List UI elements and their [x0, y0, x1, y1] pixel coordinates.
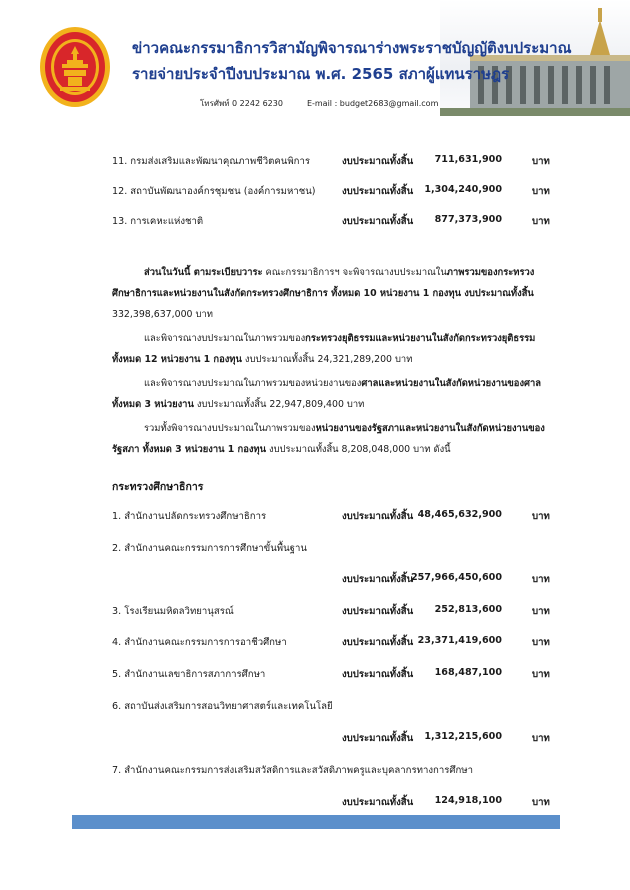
budget-amount: 711,631,900 — [434, 154, 502, 165]
budget-item-row — [0, 537, 630, 557]
item-name: 1. สำนักงานปลัดกระทรวงศึกษาธิการ — [112, 511, 267, 522]
phone-number: โทรศัพท์ 0 2242 6230 — [200, 99, 283, 108]
budget-item-row — [0, 695, 630, 715]
currency-unit: บาท — [532, 733, 550, 744]
budget-label: งบประมาณทั้งสิ้น — [342, 669, 414, 680]
budget-item-row — [0, 631, 630, 651]
agenda-paragraph-justice: และพิจารณางบประมาณในภาพรวมของกระทรวงยุติธรรมและหน่วยงานในสังกัดกระทรวงยุติธรรม ทั้งหมด 12 หน่วยงาน 1 กองทุน งบประมาณทั้งสิ้น 24,321,289,200 บาท — [112, 333, 536, 365]
footer-bar — [72, 815, 560, 829]
item-name: 12. สถาบันพัฒนาองค์กรชุมชน (องค์การมหาชน) — [112, 186, 316, 197]
budget-label: งบประมาณทั้งสิ้น — [342, 574, 414, 585]
currency-unit: บาท — [532, 797, 550, 808]
currency-unit: บาท — [532, 156, 550, 167]
currency-unit: บาท — [532, 637, 550, 648]
budget-amount: 257,966,450,600 — [410, 572, 502, 583]
agenda-lead: ส่วนในวันนี้ ตามระเบียบวาระ — [144, 267, 263, 278]
agenda-paragraph-education: ส่วนในวันนี้ ตามระเบียบวาระ คณะกรรมาธิการฯ จะพิจารณางบประมาณในภาพรวมของกระทรวงศึกษาธิการและหน่วยงานในสังกัดกระทรวงศึกษาธิการ ทั้งหมด 10 หน่วยงาน 1 กองทุน งบประมาณทั้งสิ้น 332,398,637,000 บาท — [112, 267, 535, 320]
budget-item-amount-row — [0, 791, 630, 811]
header-title-line1: ข่าวคณะกรรมาธิการวิสามัญพิจารณาร่างพระราชบัญญัติงบประมาณ — [132, 39, 572, 57]
item-name: 7. สำนักงานคณะกรรมการส่งเสริมสวัสดิการและสวัสดิภาพครูและบุคลากรทางการศึกษา — [112, 765, 473, 776]
budget-label: งบประมาณทั้งสิ้น — [342, 733, 414, 744]
budget-label: งบประมาณทั้งสิ้น — [342, 216, 414, 227]
item-name: 6. สถาบันส่งเสริมการสอนวิทยาศาสตร์และเทคโนโลยี — [112, 701, 333, 712]
header-title-line2: รายจ่ายประจำปีงบประมาณ พ.ศ. 2565 สภาผู้แทนราษฎร — [132, 65, 510, 83]
letterhead — [0, 0, 630, 135]
agenda-paragraph-court: และพิจารณางบประมาณในภาพรวมของหน่วยงานของศาลและหน่วยงานในสังกัดหน่วยงานของศาล ทั้งหมด 3 หน่วยงาน งบประมาณทั้งสิ้น 22,947,809,400 บาท — [112, 378, 541, 410]
budget-label: งบประมาณทั้งสิ้น — [342, 637, 414, 648]
email-address: E-mail : budget2683@gmail.com — [306, 99, 439, 108]
budget-amount: 124,918,100 — [434, 795, 502, 806]
budget-label: งบประมาณทั้งสิ้น — [342, 606, 414, 617]
currency-unit: บาท — [532, 574, 550, 585]
currency-unit: บาท — [532, 606, 550, 617]
currency-unit: บาท — [532, 669, 550, 680]
currency-unit: บาท — [532, 216, 550, 227]
budget-amount: 1,312,215,600 — [424, 731, 502, 742]
budget-label: งบประมาณทั้งสิ้น — [342, 186, 414, 197]
agenda-paragraph-parliament: รวมทั้งพิจารณางบประมาณในภาพรวมของหน่วยงานของรัฐสภาและหน่วยงานในสังกัดหน่วยงานของรัฐสภา ทั้งหมด 3 หน่วยงาน 1 กองทุน งบประมาณทั้งสิ้น 8,208,048,000 บาท ดังนี้ — [112, 423, 545, 455]
budget-amount: 1,304,240,900 — [424, 184, 502, 195]
contact-info — [200, 97, 438, 110]
budget-item-row — [0, 600, 630, 620]
budget-item-row — [0, 505, 630, 525]
section-title: กระทรวงศึกษาธิการ — [112, 481, 204, 493]
item-name: 4. สำนักงานคณะกรรมการการอาชีวศึกษา — [112, 637, 287, 648]
budget-item-row — [0, 150, 630, 170]
item-name: 11. กรมส่งเสริมและพัฒนาคุณภาพชีวิตคนพิการ — [112, 156, 311, 167]
currency-unit: บาท — [532, 511, 550, 522]
currency-unit: บาท — [532, 186, 550, 197]
budget-amount: 877,373,900 — [434, 214, 502, 225]
budget-item-row — [0, 180, 630, 200]
budget-item-amount-row — [0, 568, 630, 588]
budget-amount: 168,487,100 — [434, 667, 502, 678]
item-name: 3. โรงเรียนมหิดลวิทยานุสรณ์ — [112, 606, 234, 617]
item-name: 5. สำนักงานเลขาธิการสภาการศึกษา — [112, 669, 266, 680]
budget-label: งบประมาณทั้งสิ้น — [342, 511, 414, 522]
item-name: 13. การเคหะแห่งชาติ — [112, 216, 204, 227]
item-name: 2. สำนักงานคณะกรรมการการศึกษาขั้นพื้นฐาน — [112, 543, 307, 554]
budget-item-row — [0, 759, 630, 779]
parliament-emblem-icon — [38, 22, 112, 108]
budget-label: งบประมาณทั้งสิ้น — [342, 156, 414, 167]
budget-label: งบประมาณทั้งสิ้น — [342, 797, 414, 808]
budget-amount: 252,813,600 — [434, 604, 502, 615]
budget-item-amount-row — [0, 727, 630, 747]
budget-item-row — [0, 663, 630, 683]
budget-amount: 48,465,632,900 — [417, 509, 502, 520]
budget-item-row — [0, 210, 630, 230]
budget-amount: 23,371,419,600 — [417, 635, 502, 646]
